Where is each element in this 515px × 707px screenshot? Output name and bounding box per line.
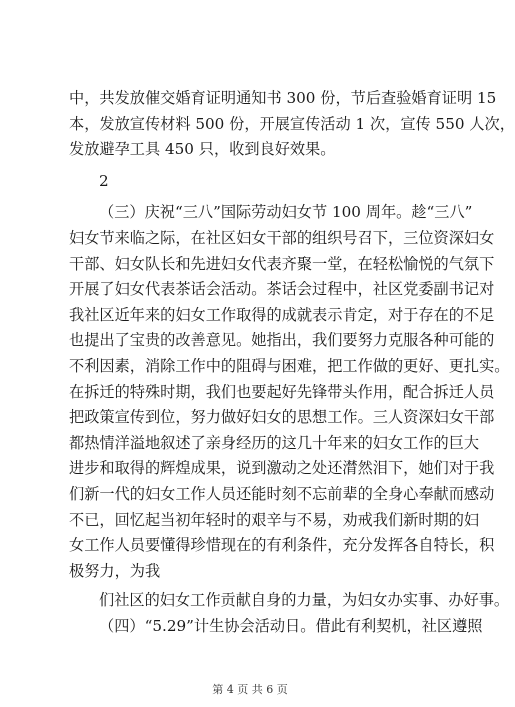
paragraph-2 xyxy=(69,200,510,584)
text-line: 不利因素，消除工作中的阻碍与困难，把工作做的更好、更扎实。 xyxy=(69,356,510,375)
text-line: 也提出了宝贵的改善意见。她指出，我们要努力克服各种可能的 xyxy=(69,331,495,350)
page-footer: 第 4 页 共 6 页 xyxy=(212,683,288,696)
text-line: 我社区近年来的妇女工作取得的成就表示肯定，对于存在的不足 xyxy=(69,305,495,324)
text-line: 开展了妇女代表茶话会活动。茶话会过程中，社区党委副书记对 xyxy=(69,280,495,299)
text-line: 进步和取得的辉煌成果，说到激动之处还潸然泪下，她们对于我 xyxy=(69,459,495,478)
document-body xyxy=(69,86,515,639)
text-line: （三）庆祝“三八”国际劳动妇女节 100 周年。趁“三八” xyxy=(99,203,473,222)
text-line: 们新一代的妇女工作人员还能时刻不忘前辈的全身心奉献而感动 xyxy=(69,484,495,503)
paragraph-4: （四）“5.29”计生协会活动日。借此有利契机，社区遵照 xyxy=(99,616,483,635)
text-line: 都热情洋溢地叙述了亲身经历的这几十年来的妇女工作的巨大 xyxy=(69,433,480,452)
paragraph-3: 们社区的妇女工作贡献自身的力量，为妇女办实事、办好事。 xyxy=(99,591,510,610)
text-line: 中，共发放催交婚育证明通知书 300 份，节后查验婚育证明 15 xyxy=(69,89,497,107)
paragraph-1 xyxy=(69,86,515,163)
text-line: 极努力，为我 xyxy=(69,561,161,580)
text-line: 妇女节来临之际，在社区妇女干部的组织号召下，三位资深妇女 xyxy=(69,228,495,247)
text-line: 女工作人员要懂得珍惜现在的有利条件，充分发挥各自特长，积 xyxy=(69,536,495,555)
text-line: 干部、妇女队长和先进妇女代表齐聚一堂，在轻松愉悦的气氛下 xyxy=(69,254,495,273)
text-line: 本，发放宣传材料 500 份，开展宣传活动 1 次，宣传 550 人次， xyxy=(69,114,515,133)
text-line: 在拆迁的特殊时期，我们也要起好先锋带头作用，配合拆迁人员 xyxy=(69,382,495,401)
text-line: 不已，回忆起当初年轻时的艰辛与不易，劝戒我们新时期的妇 xyxy=(69,510,480,529)
page-marker: 2 xyxy=(99,171,109,190)
text-line: 把政策宣传到位，努力做好妇女的思想工作。三人资深妇女干部 xyxy=(69,408,495,427)
text-line: 发放避孕工具 450 只，收到良好效果。 xyxy=(69,140,336,159)
